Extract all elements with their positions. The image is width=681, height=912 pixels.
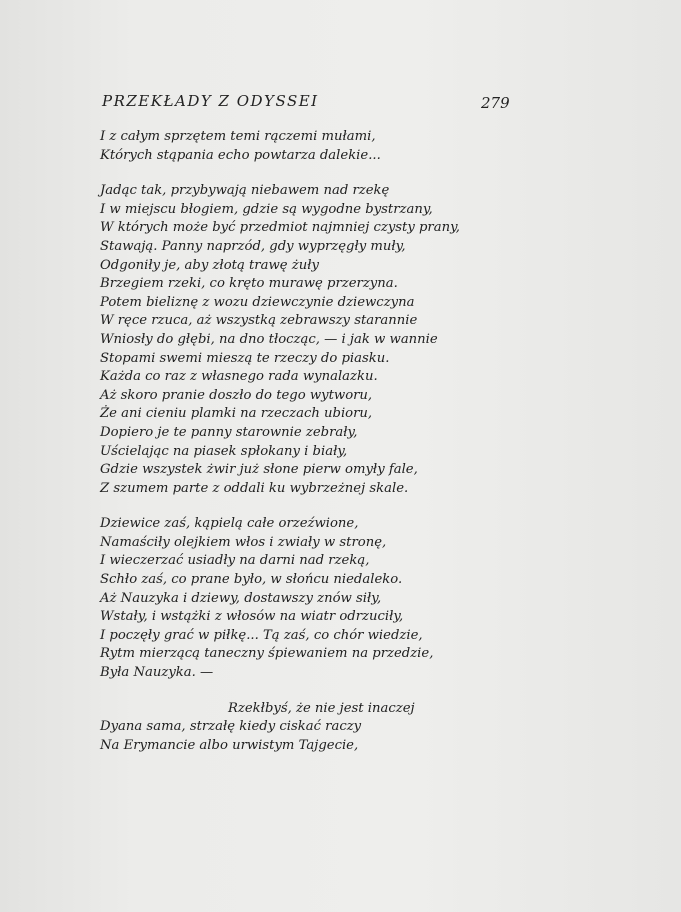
- verse-line: Wniosły do głębi, na dno tłocząc, — i jak w wannie: [100, 331, 438, 347]
- verse-line: Rytm mierzącą taneczny śpiewaniem na przedzie,: [100, 646, 434, 662]
- verse-line: Jadąc tak, przybywają niebawem nad rzekę: [100, 183, 390, 199]
- verse-line: Uścielając na piasek spłokany i biały,: [100, 443, 348, 459]
- verse-line: Aż Nauzyka i dziewy, dostawszy znów siły,: [100, 590, 382, 606]
- verse-line: W których może być przedmiot najmniej czysty prany,: [100, 220, 460, 236]
- stanza: [100, 515, 520, 682]
- page-number: 279: [481, 94, 510, 112]
- verse-line: Dziewice zaś, kąpielą całe orzeźwione,: [100, 516, 359, 532]
- verse-line: Dyana sama, strzałę kiedy ciskać raczy: [100, 719, 362, 735]
- verse-line: Że ani cieniu plamki na rzeczach ubioru,: [100, 406, 373, 422]
- verse-line: Była Nauzyka. —: [100, 665, 214, 681]
- verse-line: Potem bieliznę z wozu dziewczynie dziewczyna: [100, 294, 415, 310]
- running-title: PRZEKŁADY Z ODYSSEI: [102, 92, 319, 110]
- verse-line: Dopiero je te panny starownie zebrały,: [100, 424, 358, 440]
- verse-line: Aż skoro pranie doszło do tego wytworu,: [100, 387, 373, 403]
- verse-line: W ręce rzuca, aż wszystką zebrawszy starannie: [100, 313, 418, 329]
- verse-line: I poczęły grać w piłkę... Tą zaś, co chór wiedzie,: [100, 627, 423, 643]
- verse-line: Gdzie wszystek żwir już słone pierw omyły fale,: [100, 462, 418, 478]
- stanza: [100, 700, 520, 756]
- verse-line: Odgoniły je, aby złotą trawę żuły: [100, 257, 319, 273]
- verse-line: Których stąpania echo powtarza dalekie...: [100, 147, 381, 163]
- verse-line: Schło zaś, co prane było, w słońcu niedaleko.: [100, 572, 403, 588]
- verse-line: I wieczerzać usiadły na darni nad rzeką,: [100, 553, 370, 569]
- verse-line: Rzekłbyś, że nie jest inaczej: [228, 700, 415, 716]
- verse-line: I z całym sprzętem temi rączemi mułami,: [100, 129, 376, 144]
- verse-line: Wstały, i wstążki z włosów na wiatr odrzuciły,: [100, 609, 404, 625]
- verse-line: Z szumem parte z oddali ku wybrzeżnej skale.: [100, 480, 409, 496]
- verse-line: Brzegiem rzeki, co kręto murawę przerzyna.: [100, 276, 398, 292]
- stanza: [100, 128, 520, 165]
- verse-line: Na Erymancie albo urwistym Tajgecie,: [100, 737, 359, 753]
- stanza: [100, 182, 520, 498]
- verse-line: Stawają. Panny naprzód, gdy wyprzęgły muły,: [100, 238, 406, 254]
- verse-line: Stopami swemi mieszą te rzeczy do piasku.: [100, 350, 390, 366]
- poem-text: [100, 128, 520, 772]
- verse-line: I w miejscu błogiem, gdzie są wygodne bystrzany,: [100, 201, 433, 217]
- verse-line: Każda co raz z własnego rada wynalazku.: [100, 369, 378, 385]
- verse-line: Namaściły olejkiem włos i zwiały w stronę,: [100, 534, 387, 550]
